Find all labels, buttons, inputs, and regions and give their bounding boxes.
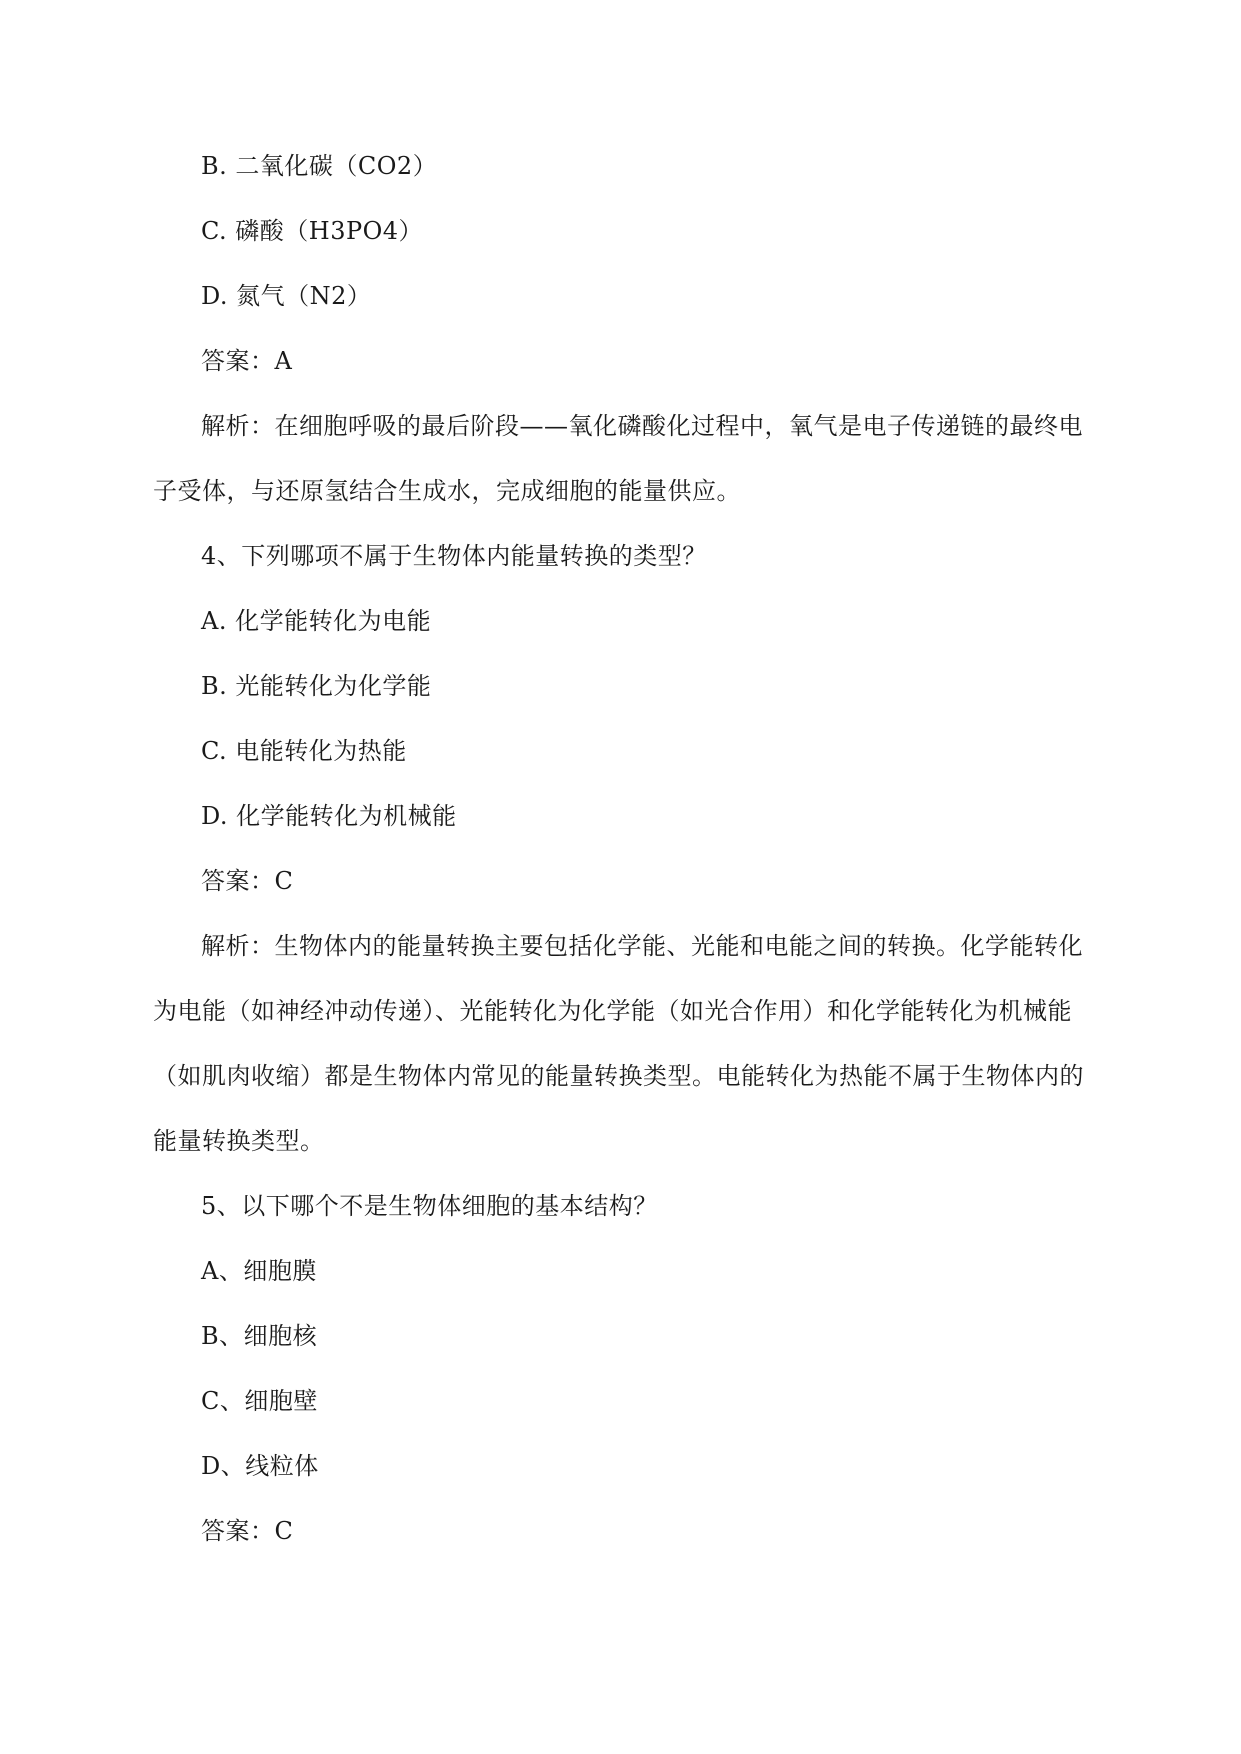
- q4-explanation-line-4: 能量转换类型。: [153, 1127, 325, 1155]
- q3-answer: 答案：A: [201, 347, 293, 375]
- q5-option-d: D、线粒体: [201, 1452, 319, 1480]
- q4-answer: 答案：C: [201, 867, 294, 895]
- q5-option-b: B、细胞核: [201, 1322, 318, 1350]
- q5-option-a: A、细胞膜: [201, 1257, 317, 1285]
- q5-question: 5、以下哪个不是生物体细胞的基本结构？: [201, 1192, 658, 1220]
- q5-option-c: C、细胞壁: [201, 1387, 318, 1415]
- q5-answer: 答案：C: [201, 1517, 294, 1545]
- q4-question: 4、下列哪项不属于生物体内能量转换的类型？: [201, 542, 707, 570]
- q4-explanation-line-1: 解析：生物体内的能量转换主要包括化学能、光能和电能之间的转换。化学能转化: [201, 932, 1083, 960]
- q4-option-d: D. 化学能转化为机械能: [201, 802, 457, 830]
- q4-explanation-line-3: （如肌肉收缩）都是生物体内常见的能量转换类型。电能转化为热能不属于生物体内的: [153, 1062, 1084, 1090]
- q3-option-c: C. 磷酸（H3PO4）: [201, 217, 424, 245]
- q4-explanation-line-2: 为电能（如神经冲动传递）、光能转化为化学能（如光合作用）和化学能转化为机械能: [153, 997, 1072, 1025]
- q3-option-d: D. 氮气（N2）: [201, 282, 372, 310]
- q3-explanation-line-1: 解析：在细胞呼吸的最后阶段——氧化磷酸化过程中，氧气是电子传递链的最终电: [201, 412, 1083, 440]
- q3-explanation-line-2: 子受体，与还原氢结合生成水，完成细胞的能量供应。: [153, 477, 741, 505]
- q4-option-c: C. 电能转化为热能: [201, 737, 407, 765]
- q4-option-a: A. 化学能转化为电能: [201, 607, 432, 635]
- q4-option-b: B. 光能转化为化学能: [201, 672, 432, 700]
- q3-option-b: B. 二氧化碳（CO2）: [201, 152, 438, 180]
